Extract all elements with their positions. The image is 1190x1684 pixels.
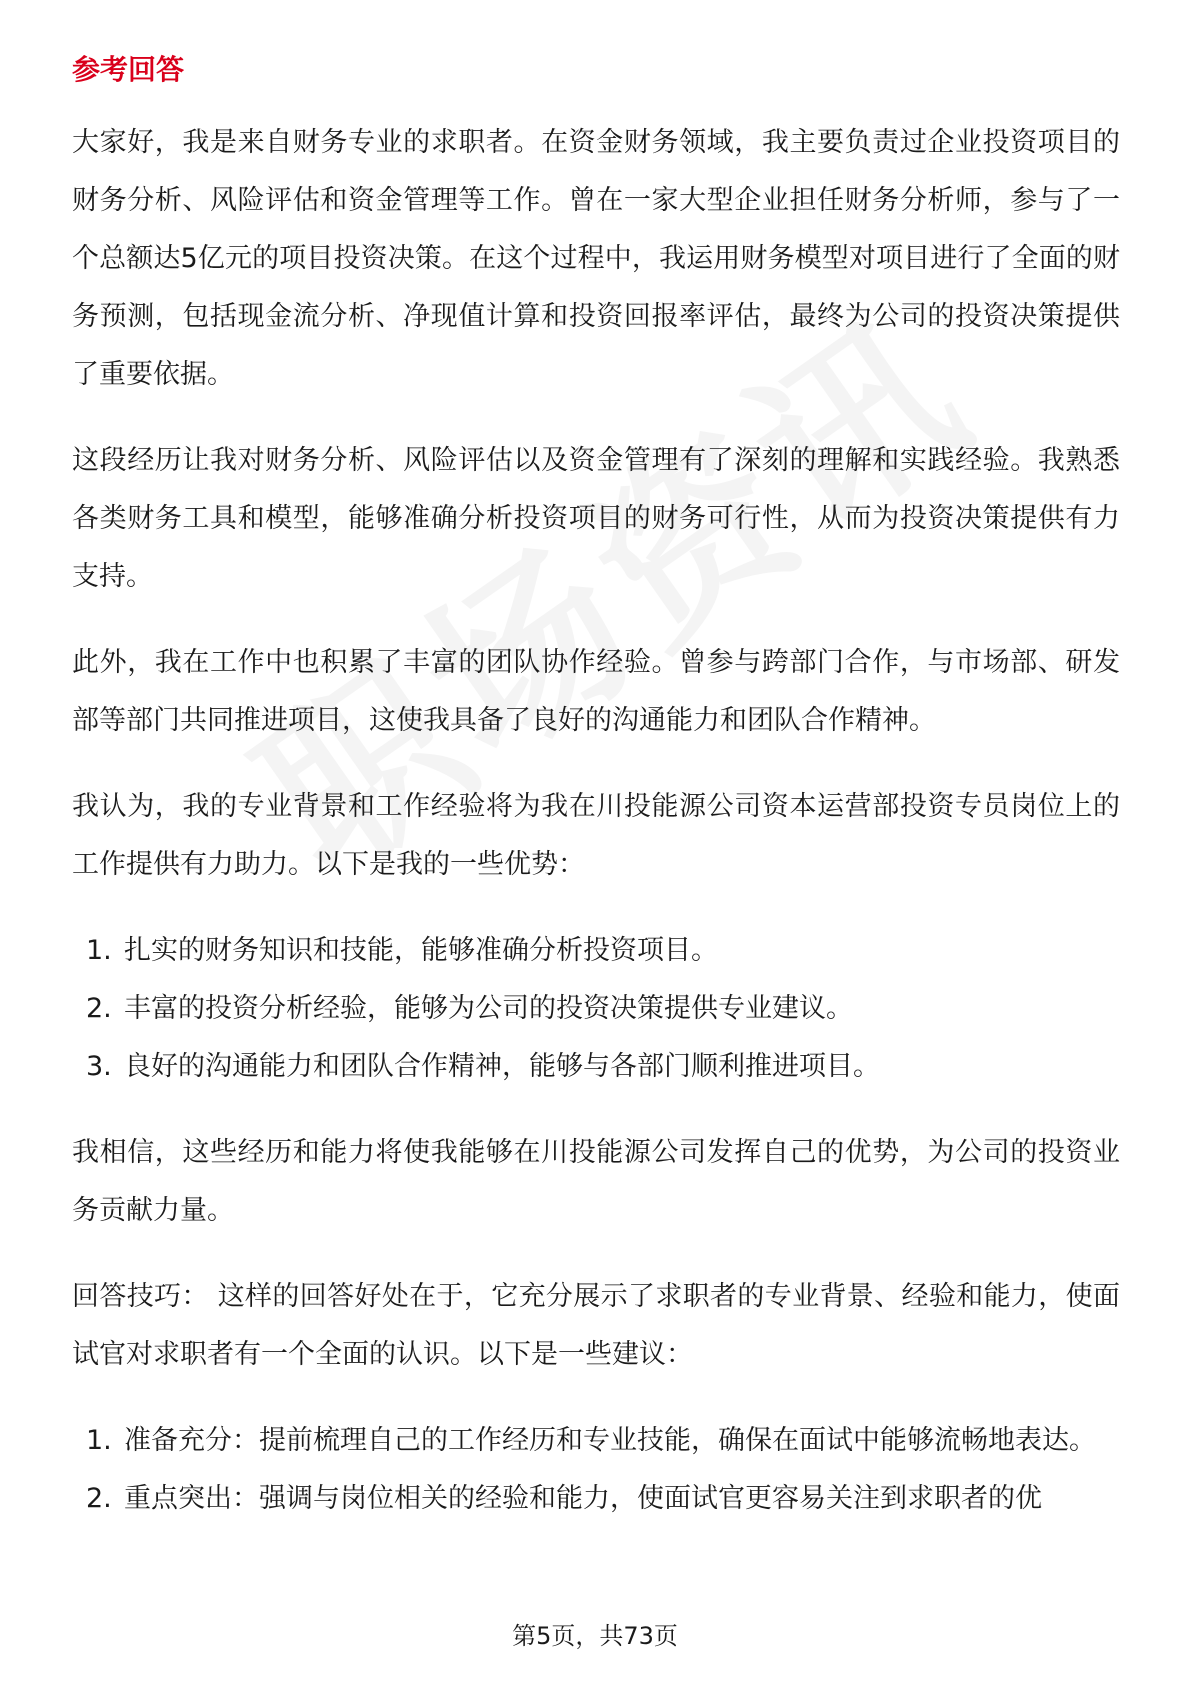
list-item bbox=[72, 922, 1120, 980]
paragraph-tips-intro: 回答技巧： 这样的回答好处在于，它充分展示了求职者的专业背景、经验和能力，使面试官对求职者有一个全面的认识。以下是一些建议： bbox=[72, 1281, 1120, 1370]
list-item bbox=[72, 1470, 1120, 1528]
advantages-list bbox=[72, 922, 1120, 1096]
list-item bbox=[72, 1038, 1120, 1096]
tips-list bbox=[72, 1412, 1120, 1528]
list-number: 2. bbox=[86, 993, 112, 1024]
list-number: 1. bbox=[86, 935, 112, 966]
list-item bbox=[72, 980, 1120, 1038]
paragraph-advantages-intro: 我认为，我的专业背景和工作经验将为我在川投能源公司资本运营部投资专员岗位上的工作提供有力助力。以下是我的一些优势： bbox=[72, 791, 1120, 880]
paragraph-closing: 我相信，这些经历和能力将使我能够在川投能源公司发挥自己的优势，为公司的投资业务贡献力量。 bbox=[72, 1137, 1120, 1226]
paragraph-intro: 大家好，我是来自财务专业的求职者。在资金财务领域，我主要负责过企业投资项目的财务分析、风险评估和资金管理等工作。曾在一家大型企业担任财务分析师，参与了一个总额达5亿元的项目投资决策。在这个过程中，我运用财务模型对项目进行了全面的财务预测，包括现金流分析、净现值计算和投资回报率评估，最终为公司的投资决策提供了重要依据。 bbox=[72, 127, 1120, 390]
list-number: 3. bbox=[86, 1051, 112, 1082]
page-number: 第5页，共73页 bbox=[512, 1622, 678, 1650]
list-item-text: 扎实的财务知识和技能，能够准确分析投资项目。 bbox=[124, 935, 718, 966]
list-item-text: 准备充分：提前梳理自己的工作经历和专业技能，确保在面试中能够流畅地表达。 bbox=[124, 1425, 1096, 1456]
list-item bbox=[72, 1412, 1120, 1470]
paragraph-experience: 这段经历让我对财务分析、风险评估以及资金管理有了深刻的理解和实践经验。我熟悉各类财务工具和模型，能够准确分析投资项目的财务可行性，从而为投资决策提供有力支持。 bbox=[72, 445, 1120, 592]
list-item-text: 丰富的投资分析经验，能够为公司的投资决策提供专业建议。 bbox=[124, 993, 853, 1024]
list-number: 2. bbox=[86, 1483, 112, 1514]
paragraph-teamwork: 此外，我在工作中也积累了丰富的团队协作经验。曾参与跨部门合作，与市场部、研发部等部门共同推进项目，这使我具备了良好的沟通能力和团队合作精神。 bbox=[72, 647, 1120, 736]
list-item-text: 重点突出：强调与岗位相关的经验和能力，使面试官更容易关注到求职者的优 bbox=[124, 1483, 1042, 1514]
document-page bbox=[72, 44, 1120, 1556]
section-title: 参考回答 bbox=[72, 53, 185, 86]
list-number: 1. bbox=[86, 1425, 112, 1456]
list-item-text: 良好的沟通能力和团队合作精神，能够与各部门顺利推进项目。 bbox=[124, 1051, 880, 1082]
